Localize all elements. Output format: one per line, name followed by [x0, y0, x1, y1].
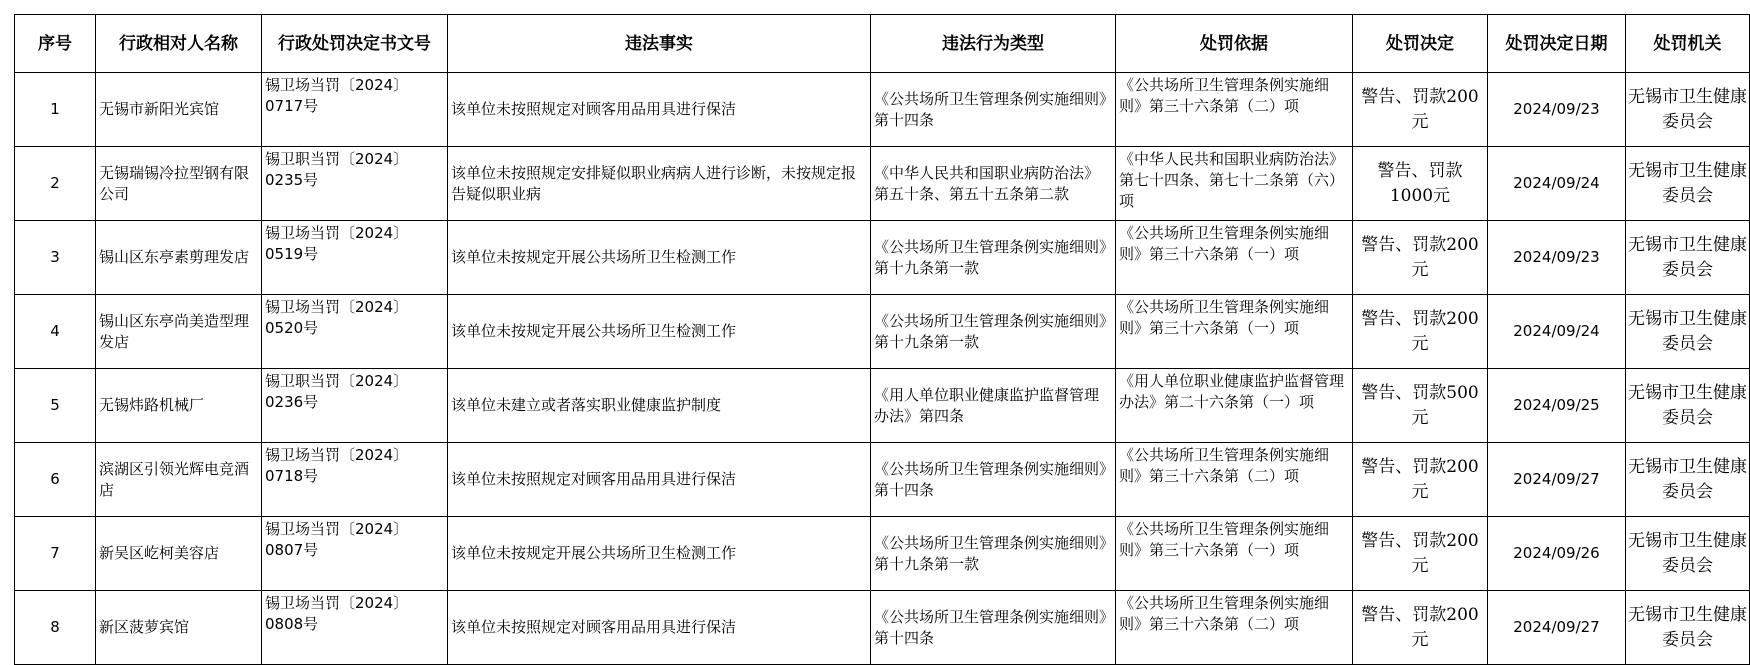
cell-basis: 《公共场所卫生管理条例实施细则》第三十六条第（一）项 [1116, 221, 1353, 295]
table-row [15, 591, 1750, 665]
table-body [15, 73, 1750, 665]
header-decision: 处罚决定 [1353, 15, 1488, 73]
cell-date: 2024/09/23 [1488, 221, 1626, 295]
cell-decision: 警告、罚款1000元 [1353, 147, 1488, 221]
cell-doc-no: 锡卫场当罚〔2024〕0520号 [262, 295, 448, 369]
cell-facts: 该单位未按照规定对顾客用品用具进行保洁 [448, 73, 871, 147]
cell-doc-no: 锡卫场当罚〔2024〕0807号 [262, 517, 448, 591]
cell-name: 滨湖区引领光辉电竞酒店 [96, 443, 262, 517]
cell-basis: 《公共场所卫生管理条例实施细则》第三十六条第（二）项 [1116, 443, 1353, 517]
cell-decision: 警告、罚款200元 [1353, 517, 1488, 591]
table-row [15, 147, 1750, 221]
cell-date: 2024/09/23 [1488, 73, 1626, 147]
cell-facts: 该单位未按照规定安排疑似职业病病人进行诊断，未按规定报告疑似职业病 [448, 147, 871, 221]
cell-basis: 《用人单位职业健康监护监督管理办法》第二十六条第（一）项 [1116, 369, 1353, 443]
cell-doc-no: 锡卫职当罚〔2024〕0236号 [262, 369, 448, 443]
cell-doc-no: 锡卫场当罚〔2024〕0519号 [262, 221, 448, 295]
table-row [15, 443, 1750, 517]
cell-date: 2024/09/24 [1488, 147, 1626, 221]
cell-seq: 6 [15, 443, 96, 517]
cell-authority: 无锡市卫生健康委员会 [1626, 73, 1750, 147]
cell-facts: 该单位未建立或者落实职业健康监护制度 [448, 369, 871, 443]
table-row [15, 295, 1750, 369]
cell-seq: 4 [15, 295, 96, 369]
cell-authority: 无锡市卫生健康委员会 [1626, 443, 1750, 517]
cell-type: 《公共场所卫生管理条例实施细则》第十九条第一款 [871, 295, 1116, 369]
header-name: 行政相对人名称 [96, 15, 262, 73]
header-facts: 违法事实 [448, 15, 871, 73]
cell-name: 锡山区东亭尚美造型理发店 [96, 295, 262, 369]
cell-doc-no: 锡卫职当罚〔2024〕0235号 [262, 147, 448, 221]
cell-type: 《公共场所卫生管理条例实施细则》第十四条 [871, 443, 1116, 517]
table-row [15, 517, 1750, 591]
cell-date: 2024/09/27 [1488, 443, 1626, 517]
cell-facts: 该单位未按照规定对顾客用品用具进行保洁 [448, 591, 871, 665]
cell-date: 2024/09/27 [1488, 591, 1626, 665]
cell-doc-no: 锡卫场当罚〔2024〕0717号 [262, 73, 448, 147]
cell-name: 无锡瑞锡冷拉型钢有限公司 [96, 147, 262, 221]
cell-type: 《公共场所卫生管理条例实施细则》第十四条 [871, 73, 1116, 147]
cell-name: 无锡市新阳光宾馆 [96, 73, 262, 147]
cell-type: 《公共场所卫生管理条例实施细则》第十四条 [871, 591, 1116, 665]
cell-type: 《用人单位职业健康监护监督管理办法》第四条 [871, 369, 1116, 443]
cell-decision: 警告、罚款200元 [1353, 443, 1488, 517]
cell-name: 新吴区屹柯美容店 [96, 517, 262, 591]
table-row [15, 73, 1750, 147]
cell-doc-no: 锡卫场当罚〔2024〕0718号 [262, 443, 448, 517]
cell-decision: 警告、罚款200元 [1353, 221, 1488, 295]
cell-decision: 警告、罚款200元 [1353, 591, 1488, 665]
cell-type: 《公共场所卫生管理条例实施细则》第十九条第一款 [871, 221, 1116, 295]
cell-date: 2024/09/26 [1488, 517, 1626, 591]
cell-facts: 该单位未按规定开展公共场所卫生检测工作 [448, 295, 871, 369]
cell-seq: 3 [15, 221, 96, 295]
cell-seq: 7 [15, 517, 96, 591]
cell-type: 《公共场所卫生管理条例实施细则》第十九条第一款 [871, 517, 1116, 591]
cell-type: 《中华人民共和国职业病防治法》第五十条、第五十五条第二款 [871, 147, 1116, 221]
cell-facts: 该单位未按规定开展公共场所卫生检测工作 [448, 221, 871, 295]
cell-basis: 《公共场所卫生管理条例实施细则》第三十六条第（二）项 [1116, 591, 1353, 665]
cell-facts: 该单位未按规定开展公共场所卫生检测工作 [448, 517, 871, 591]
cell-authority: 无锡市卫生健康委员会 [1626, 221, 1750, 295]
header-basis: 处罚依据 [1116, 15, 1353, 73]
cell-name: 锡山区东亭素剪理发店 [96, 221, 262, 295]
cell-authority: 无锡市卫生健康委员会 [1626, 517, 1750, 591]
header-seq: 序号 [15, 15, 96, 73]
cell-authority: 无锡市卫生健康委员会 [1626, 147, 1750, 221]
header-authority: 处罚机关 [1626, 15, 1750, 73]
cell-decision: 警告、罚款200元 [1353, 295, 1488, 369]
cell-basis: 《中华人民共和国职业病防治法》第七十四条、第七十二条第（六）项 [1116, 147, 1353, 221]
cell-authority: 无锡市卫生健康委员会 [1626, 295, 1750, 369]
table-row [15, 369, 1750, 443]
cell-authority: 无锡市卫生健康委员会 [1626, 591, 1750, 665]
cell-name: 无锡炜路机械厂 [96, 369, 262, 443]
cell-seq: 1 [15, 73, 96, 147]
cell-doc-no: 锡卫场当罚〔2024〕0808号 [262, 591, 448, 665]
header-type: 违法行为类型 [871, 15, 1116, 73]
table-row [15, 221, 1750, 295]
cell-seq: 8 [15, 591, 96, 665]
cell-seq: 2 [15, 147, 96, 221]
cell-seq: 5 [15, 369, 96, 443]
penalty-table [14, 14, 1750, 665]
cell-facts: 该单位未按照规定对顾客用品用具进行保洁 [448, 443, 871, 517]
cell-authority: 无锡市卫生健康委员会 [1626, 369, 1750, 443]
cell-basis: 《公共场所卫生管理条例实施细则》第三十六条第（一）项 [1116, 517, 1353, 591]
cell-decision: 警告、罚款500元 [1353, 369, 1488, 443]
cell-basis: 《公共场所卫生管理条例实施细则》第三十六条第（一）项 [1116, 295, 1353, 369]
header-doc-no: 行政处罚决定书文号 [262, 15, 448, 73]
cell-basis: 《公共场所卫生管理条例实施细则》第三十六条第（二）项 [1116, 73, 1353, 147]
table-header [15, 15, 1750, 73]
header-row [15, 15, 1750, 73]
cell-date: 2024/09/24 [1488, 295, 1626, 369]
cell-date: 2024/09/25 [1488, 369, 1626, 443]
cell-name: 新区菠萝宾馆 [96, 591, 262, 665]
cell-decision: 警告、罚款200元 [1353, 73, 1488, 147]
header-date: 处罚决定日期 [1488, 15, 1626, 73]
